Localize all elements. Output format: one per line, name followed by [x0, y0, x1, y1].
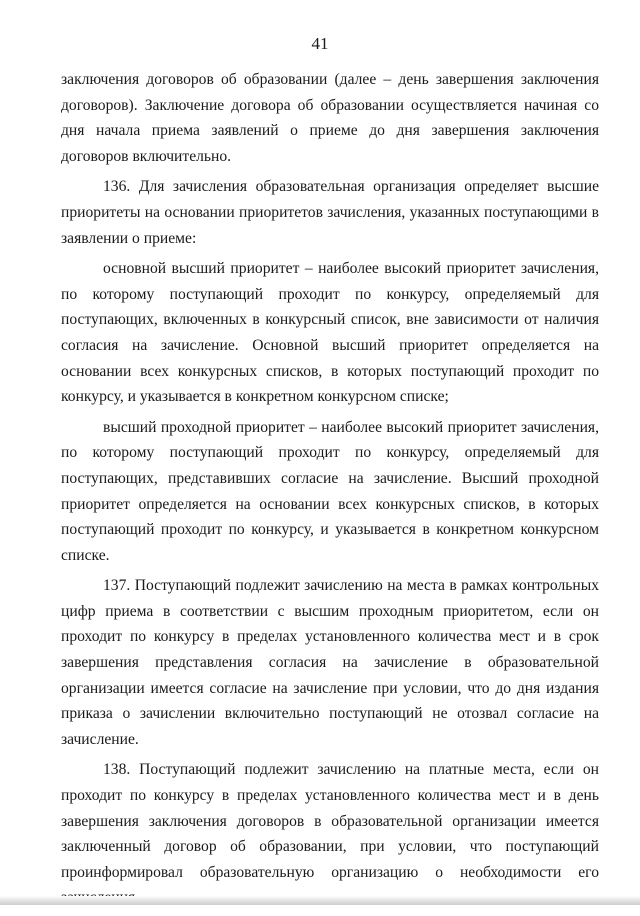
paragraph-138: 138. Поступающий подлежит зачислению на платные места, если он проходит по конкурсу в пределах установленного количества мест и в день завершения заключения договоров в образовательной организации имеется заключенный договор об образовании, при условии, что поступающий проинформировал образовательную организацию о необходимости его — [61, 761, 599, 881]
page-number: 41 — [311, 34, 329, 53]
paragraph-136: 136. Для зачисления образовательная организация определяет высшие приоритеты на основании приоритетов зачисления, указанных поступающими в заявлении о приеме: — [61, 178, 599, 247]
paragraph-continuation: заключения договоров об образовании (далее – день завершения заключения договоров). Заключение договора об образовании осуществляется начиная со дня начала приема заявлений о приеме до дня завершения заключения договоров включительно. — [61, 71, 599, 165]
paragraph-passing-priority: высший проходной приоритет – наиболее высокий приоритет зачисления, по которому поступающий проходит по конкурсу, определяемый для поступающих, представивших согласие на зачисление. Высший проходной приоритет определяется на основании всех конкурсных списков, в которых поступающий проходит по конкурсу, и указывается в конкретном конкурсном списке. — [61, 418, 599, 564]
scan-edge — [0, 896, 640, 905]
paragraph-137: 137. Поступающий подлежит зачислению на места в рамках контрольных цифр приема в соответствии с высшим проходным приоритетом, если он проходит по конкурсу в пределах установленного количества мест и в срок завершения представления согласия на зачисление в образовательной организации имеется согласие на зачисление при условии, что до дня издания приказа о зачислении включительно поступающий не отозвал согласие на зачисление. — [61, 577, 599, 748]
body-text — [61, 67, 599, 916]
paragraph-main-priority: основной высший приоритет – наиболее высокий приоритет зачисления, по которому поступающий проходит по конкурсу, определяемый для поступающих, включенных в конкурсный список, вне зависимости от наличия согласия на зачисление. Основной высший приоритет определяется на основании всех конкурсных списков, в которых поступающий проходит по конкурсу, и указывается в конкретном конкурсном списке; — [61, 260, 599, 406]
